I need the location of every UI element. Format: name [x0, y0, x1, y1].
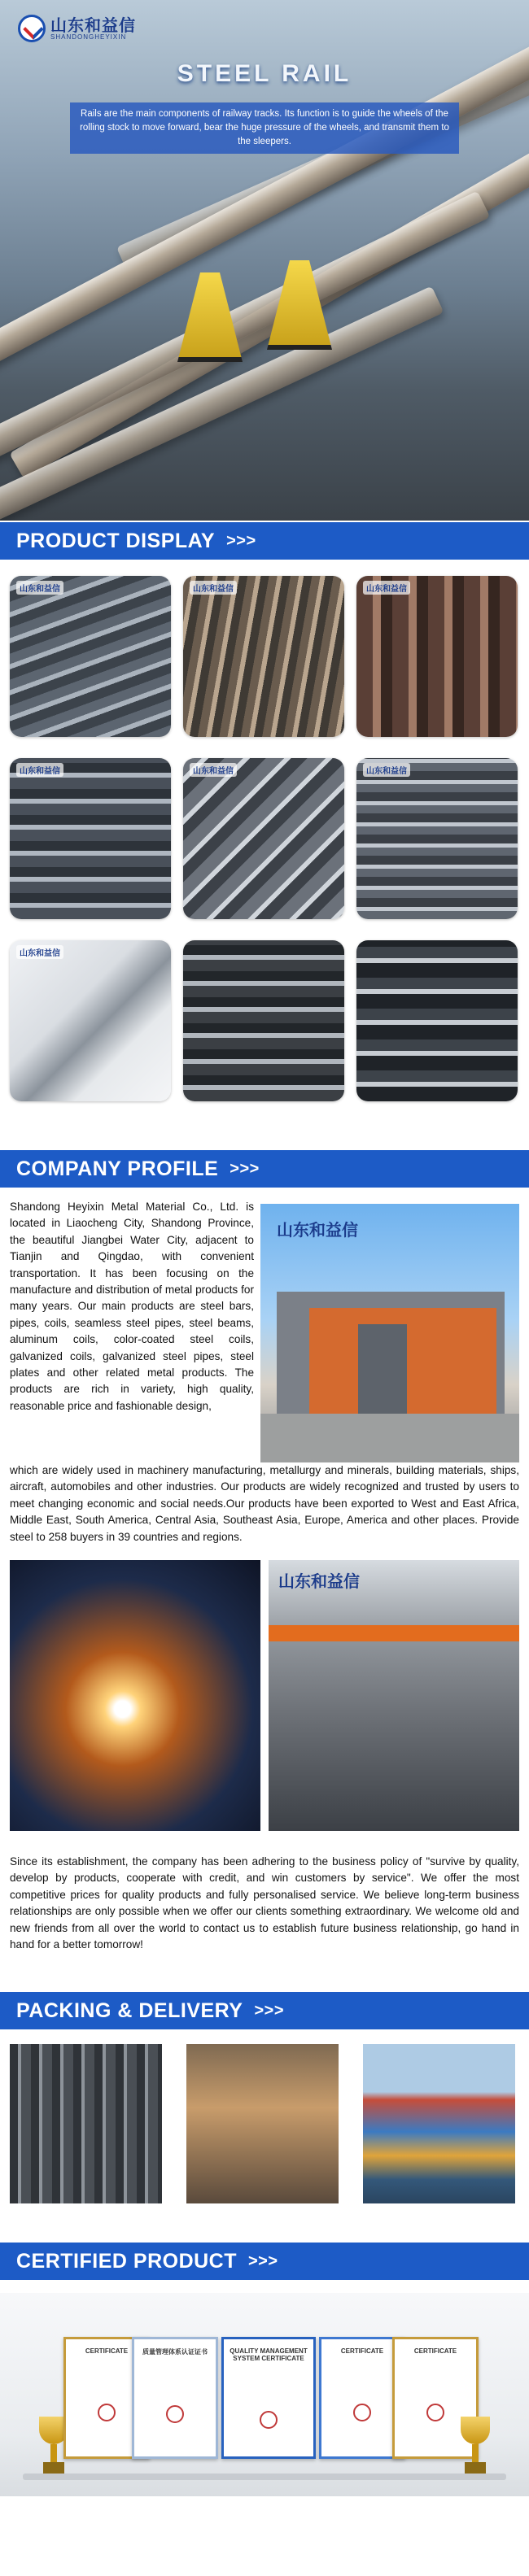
- section-title: CERTIFIED PRODUCT: [16, 2249, 237, 2273]
- company-profile: [0, 1188, 529, 1953]
- certificates-showcase: [0, 2293, 529, 2496]
- certificate-seal-icon: [426, 2404, 444, 2421]
- hero-description: Rails are the main components of railway tracks. Its function is to guide the wheels of the rolling stock to move forward, bear the huge pressure of the wheels, and transmit them to the sleepers.: [70, 102, 459, 154]
- section-arrows: >>>: [254, 2001, 285, 2020]
- tile-logo: 山东和益信: [16, 581, 63, 595]
- certificate-seal-icon: [166, 2405, 184, 2423]
- section-header-company-profile: [0, 1150, 529, 1188]
- trophy-icon: [461, 2417, 490, 2478]
- packing-images: [0, 2029, 529, 2220]
- section-header-product-display: [0, 522, 529, 560]
- certificate-title: 质量管理体系认证证书: [142, 2348, 208, 2356]
- certificate[interactable]: [221, 2337, 316, 2459]
- section-header-certified-product: [0, 2243, 529, 2280]
- factory-building-image: [260, 1204, 519, 1462]
- section-header-packing-delivery: [0, 1992, 529, 2029]
- brand-logo[interactable]: [18, 15, 136, 42]
- section-title: COMPANY PROFILE: [16, 1157, 219, 1180]
- product-image[interactable]: [356, 940, 518, 1101]
- hero-title: STEEL RAIL: [177, 60, 352, 87]
- certificate-title: QUALITY MANAGEMENT SYSTEM CERTIFICATE: [230, 2347, 308, 2363]
- welding-image: [10, 1560, 260, 1831]
- warehouse-loading-image: [186, 2044, 339, 2203]
- logo-mark-icon: [18, 15, 46, 42]
- profile-closing-paragraph: Since its establishment, the company has been adhering to the business policy of "survive by quality, develop by products, cooperate with credit, and win customers by service". We offer the most competitive prices for quality products and fully personalised service. We believe long-term business relationships are only possible when we offer our clients something extraordinary. We welcome old and new friends from all over the world to contact us to establish future business relationship, go hand in hand for a better tomorrow!: [10, 1855, 519, 1951]
- image-logo: 山东和益信: [277, 1222, 358, 1240]
- certificate-seal-icon: [98, 2404, 116, 2421]
- tile-logo: 山东和益信: [190, 763, 237, 777]
- product-grid: [0, 560, 529, 1114]
- profile-paragraph-continued: which are widely used in machinery manufacturing, metallurgy and minerals, building materials, ships, aircraft, automobiles and other industries. Our products are widely recognized and trusted by users to meet changing economic and social needs.Our products have been exported to West and East Africa, Middle East, South America, Central Asia, Southeast Asia, Europe, America and other places. Provide steel to 258 buyers in 39 countries and regions.: [10, 1464, 519, 1543]
- certificate-seal-icon: [260, 2411, 278, 2429]
- section-arrows: >>>: [226, 531, 256, 550]
- tile-logo: 山东和益信: [16, 945, 63, 959]
- tile-logo: 山东和益信: [363, 763, 410, 777]
- product-image[interactable]: [183, 758, 344, 919]
- certificate[interactable]: [132, 2337, 218, 2459]
- hero-banner: [0, 0, 529, 521]
- steel-yard-image: [269, 1560, 519, 1831]
- product-image[interactable]: [10, 576, 171, 737]
- product-image[interactable]: [356, 758, 518, 919]
- brand-name-en: SHANDONGHEYIXIN: [50, 33, 127, 41]
- image-logo: 山东和益信: [278, 1573, 360, 1592]
- product-image[interactable]: [183, 940, 344, 1101]
- tile-logo: 山东和益信: [16, 763, 63, 777]
- certificate-title: CERTIFICATE: [340, 2347, 384, 2356]
- section-arrows: >>>: [248, 2251, 278, 2270]
- tile-logo: 山东和益信: [190, 581, 237, 595]
- section-title: PRODUCT DISPLAY: [16, 529, 216, 552]
- product-image[interactable]: [356, 576, 518, 737]
- product-image[interactable]: [10, 940, 171, 1101]
- product-image[interactable]: [10, 758, 171, 919]
- container-ship-image: [363, 2044, 515, 2203]
- section-arrows: >>>: [230, 1159, 260, 1178]
- tile-logo: 山东和益信: [363, 581, 410, 595]
- certificate-title: CERTIFICATE: [413, 2347, 457, 2356]
- profile-paragraph: Shandong Heyixin Metal Material Co., Ltd. is located in Liaocheng City, Shandong Province, the beautiful Jiangbei Water City, adjacent to Tianjin and Qingdao, with convenient transportation. It has been focusing on the manufacture and distribution of metal products for many years. Our main products are steel bars, pipes, coils, seamless steel pipes, steel beams, aluminum coils, color-coated steel coils, galvanized coils, galvanized steel pipes, steel plates and other related metal products. The products are rich in variety, high quality, reasonable price and fashionable design,: [10, 1201, 254, 1412]
- section-title: PACKING & DELIVERY: [16, 1998, 243, 2022]
- product-image[interactable]: [183, 576, 344, 737]
- certificate-seal-icon: [353, 2404, 371, 2421]
- brand-name-cn: 山东和益信: [50, 15, 136, 35]
- certificate-title: CERTIFICATE: [85, 2347, 129, 2356]
- display-shelf: [23, 2474, 506, 2480]
- packed-rails-image: [10, 2044, 162, 2203]
